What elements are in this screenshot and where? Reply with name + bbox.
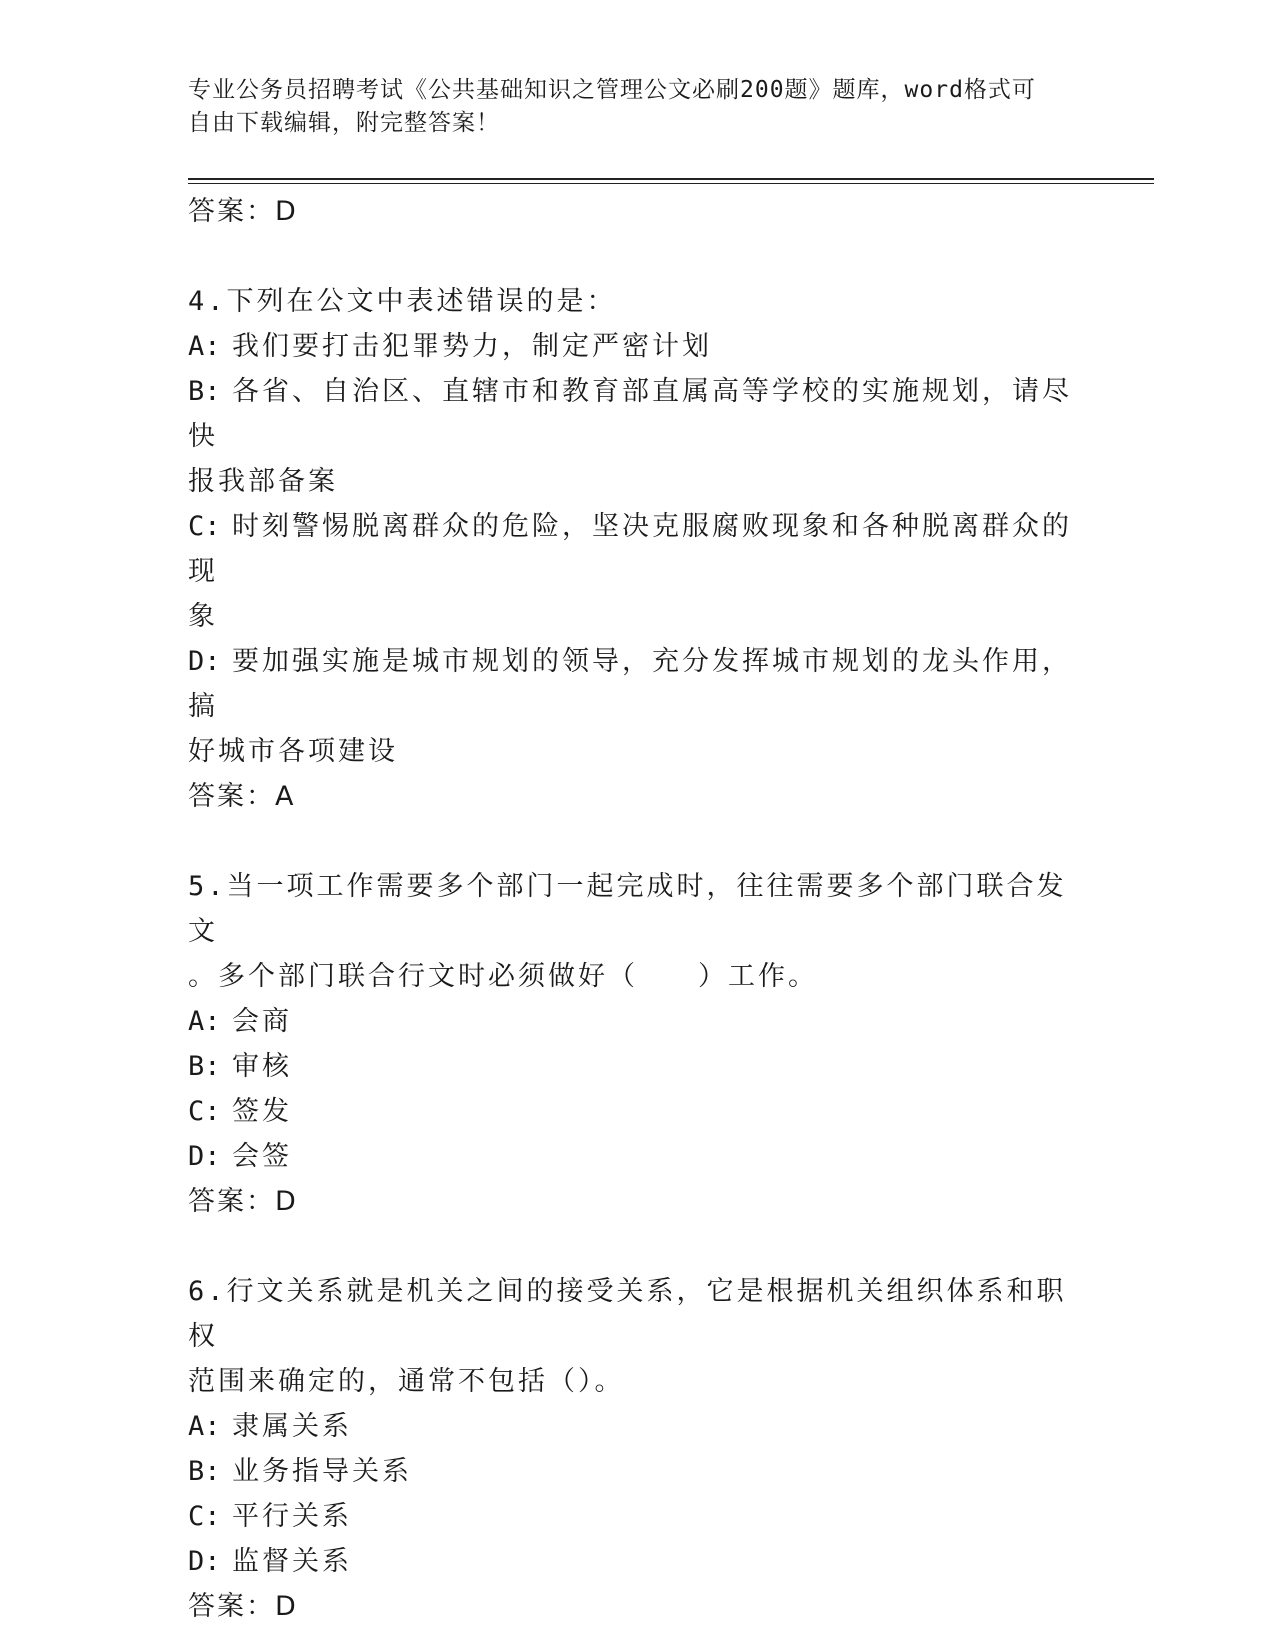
option-letter: B: [188, 1456, 221, 1487]
header-divider-thin [188, 183, 1154, 184]
question-stem: 5.当一项工作需要多个部门一起完成时，往往需要多个部门联合发文 [188, 871, 1067, 947]
option-letter: A: [188, 331, 221, 362]
option-c [188, 504, 1088, 594]
header-line: 自由下载编辑，附完整答案！ [188, 110, 500, 136]
option-text: 平行关系 [232, 1501, 352, 1532]
option-letter: D: [188, 646, 221, 677]
question-item [188, 279, 1088, 819]
question-stem: 4.下列在公文中表述错误的是： [188, 286, 617, 317]
option-text: 各省、自治区、直辖市和教育部直属高等学校的实施规划，请尽快 [188, 376, 1072, 452]
option-c [188, 1494, 1088, 1539]
option-d-continued: 好城市各项建设 [188, 736, 398, 767]
option-text: 会商 [232, 1006, 292, 1037]
document-header [188, 74, 1088, 140]
option-text: 要加强实施是城市规划的领导，充分发挥城市规划的龙头作用，搞 [188, 646, 1072, 722]
option-text: 签发 [232, 1096, 292, 1127]
option-text: 我们要打击犯罪势力，制定严密计划 [232, 331, 712, 362]
option-text: 监督关系 [232, 1546, 352, 1577]
option-a [188, 1404, 1088, 1449]
answer-line: 答案：D [188, 1186, 298, 1217]
option-text: 业务指导关系 [232, 1456, 412, 1487]
option-letter: D: [188, 1141, 221, 1172]
option-letter: C: [188, 1096, 221, 1127]
option-c [188, 1089, 1088, 1134]
option-letter: D: [188, 1546, 221, 1577]
option-d [188, 1134, 1088, 1179]
option-letter: C: [188, 511, 221, 542]
answer-line: 答案：D [188, 1591, 298, 1622]
option-letter: A: [188, 1411, 221, 1442]
answer-line: 答案：D [188, 196, 298, 227]
question-item [188, 1269, 1088, 1629]
option-d [188, 639, 1088, 729]
option-a [188, 324, 1088, 369]
option-text: 审核 [232, 1051, 292, 1082]
option-b [188, 369, 1088, 459]
option-d [188, 1539, 1088, 1584]
option-letter: A: [188, 1006, 221, 1037]
option-b-continued: 报我部备案 [188, 466, 338, 497]
header-divider-thick [188, 178, 1154, 180]
question-stem-continued: 。多个部门联合行文时必须做好（ ）工作。 [188, 961, 818, 992]
option-letter: B: [188, 376, 221, 407]
option-b [188, 1449, 1088, 1494]
option-text: 时刻警惕脱离群众的危险，坚决克服腐败现象和各种脱离群众的现 [188, 511, 1072, 587]
question-item [188, 864, 1088, 1224]
option-text: 隶属关系 [232, 1411, 352, 1442]
question-stem-continued: 范围来确定的，通常不包括（）。 [188, 1366, 625, 1397]
header-line: 专业公务员招聘考试《公共基础知识之管理公文必刷200题》题库，word格式可 [188, 77, 1036, 103]
question-list [188, 189, 1088, 1629]
option-a [188, 999, 1088, 1044]
option-c-continued: 象 [188, 601, 218, 632]
option-letter: C: [188, 1501, 221, 1532]
option-text: 会签 [232, 1141, 292, 1172]
option-b [188, 1044, 1088, 1089]
answer-line: 答案：A [188, 781, 296, 812]
option-letter: B: [188, 1051, 221, 1082]
question-stem: 6.行文关系就是机关之间的接受关系，它是根据机关组织体系和职权 [188, 1276, 1067, 1352]
